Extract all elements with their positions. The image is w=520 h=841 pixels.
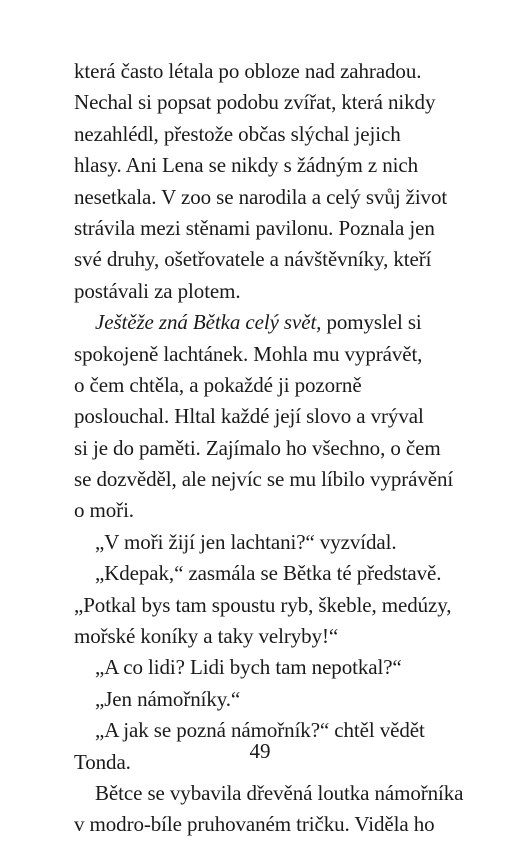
line-text: Bětce se vybavila dřevěná loutka námořníka <box>95 780 464 805</box>
line-text: poslouchal. Hltal každé její slovo a vrýval <box>74 404 424 429</box>
text-line <box>74 495 466 526</box>
line-text: která často létala po obloze nad zahradou. <box>74 59 422 83</box>
text-line <box>74 621 466 652</box>
line-text: „V moři žijí jen lachtani?“ vyzvídal. <box>95 529 397 554</box>
line-text: v modro-bíle pruhovaném tričku. Viděla ho <box>74 812 435 837</box>
italic-phrase: Ještěže zná Bětka celý svět, <box>95 310 322 335</box>
line-text: Nechal si popsat podobu zvířat, která nikdy <box>74 90 436 115</box>
body-text <box>74 56 466 841</box>
text-line <box>74 558 466 589</box>
text-line <box>74 401 466 432</box>
text-line <box>74 150 466 181</box>
page-number: 49 <box>249 739 271 763</box>
text-line <box>74 464 466 495</box>
text-line <box>74 339 466 370</box>
line-text: nesetkala. V zoo se narodila a celý svůj život <box>74 184 448 209</box>
text-line <box>74 244 466 275</box>
line-text: „A co lidi? Lidi bych tam nepotkal?“ <box>95 655 402 680</box>
text-line <box>74 778 466 809</box>
text-line <box>74 527 466 558</box>
line-text: hlasy. Ani Lena se nikdy s žádným z nich <box>74 153 418 178</box>
text-line <box>74 809 466 840</box>
text-line <box>74 307 466 338</box>
text-line <box>74 213 466 244</box>
line-text: strávila mezi stěnami pavilonu. Poznala jen <box>74 215 435 240</box>
line-text: postávali za plotem. <box>74 278 241 303</box>
text-line <box>74 182 466 213</box>
line-text: mořské koníky a taky velryby!“ <box>74 624 339 649</box>
text-line <box>74 590 466 621</box>
line-text: „A jak se pozná námořník?“ chtěl vědět <box>95 718 425 743</box>
line-text: Tonda. <box>74 749 131 774</box>
text-line <box>74 276 466 307</box>
text-line <box>74 652 466 683</box>
line-text: „Kdepak,“ zasmála se Bětka té představě. <box>95 561 442 586</box>
text-line <box>74 370 466 401</box>
line-text: se dozvěděl, ale nejvíc se mu líbilo vyprávění <box>74 467 454 492</box>
line-text: „Potkal bys tam spoustu ryb, škeble, medúzy, <box>74 592 452 617</box>
line-text: své druhy, ošetřovatele a návštěvníky, kteří <box>74 247 432 272</box>
line-text: spokojeně lachtánek. Mohla mu vyprávět, <box>74 341 423 366</box>
line-text: nezahlédl, přestože občas slýchal jejich <box>74 121 401 146</box>
line-text: o moři. <box>74 498 134 523</box>
text-line <box>74 433 466 464</box>
text-line <box>74 87 466 118</box>
line-text: si je do paměti. Zajímalo ho všechno, o čem <box>74 435 441 460</box>
line-text: pomyslel si <box>321 310 422 335</box>
line-text: „Jen námořníky.“ <box>95 686 241 711</box>
text-line <box>74 684 466 715</box>
line-text: o čem chtěla, a pokaždé ji pozorně <box>74 372 362 397</box>
text-line <box>74 119 466 150</box>
text-line <box>74 56 466 87</box>
